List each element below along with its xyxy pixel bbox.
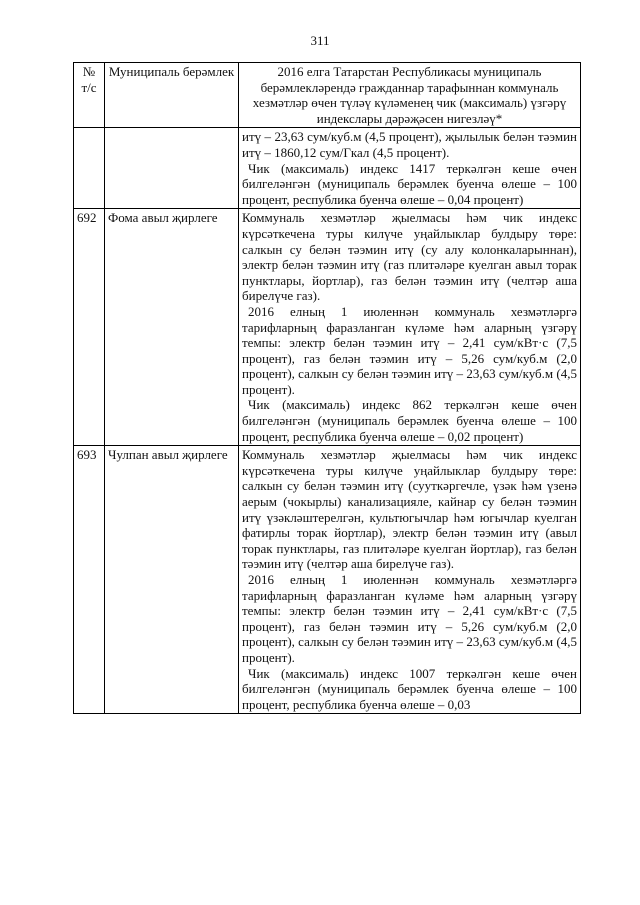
tariff-table	[73, 62, 581, 714]
header-municipality: Муниципаль берәмлек	[105, 63, 239, 128]
row-municipality: Чулпан авыл җирлеге	[105, 446, 239, 714]
table-row	[74, 446, 581, 714]
page-number: 311	[310, 33, 330, 48]
paragraph: 2016 елның 1 июленнән коммуналь хезмәтләргә тарифларның фаразланган күләме һәм аларның үзгәрү темпы: электр белән тәэмин итү – 2,41 сум/кВт·с (7,5 процент), газ белән тәэмин итү – 5,26 сум/куб.м (2,0 процент), салкын су белән тәэмин итү – 23,63 сум/куб.м (4,5 процент).	[242, 572, 577, 665]
paragraph: Чик (максималь) индекс 862 теркәлгән кеше өчен билгеләнгән (муниципаль берәмлек буенча өлеше – 100 процент, республика буенча өлеше – 0,02 процент)	[242, 397, 577, 444]
paragraph: Коммуналь хезмәтләр җыелмасы һәм чик индекс күрсәткечена туры килүче уңайлыклар булдыру төре: салкын су белән тәэмин итү (сууткәргечле, үзәк һәм үзенә аерым (чокырлы) канализацияле, кайнар су белән тәэмин итү үзәкләштерелгән, культюгычлар һәм югычлар куелган фатирлы торак йортлар), электр белән тәэмин итү (авыл торак пунктлары, газ плитәләре куелган йортлар), газ белән тәэмин итү (челтәр аша бирелүче газ).	[242, 447, 577, 572]
table-header-row	[74, 63, 581, 128]
paragraph: Чик (максималь) индекс 1417 теркәлгән кеше өчен билгеләнгән (муниципаль берәмлек буенча өлеше – 100 процент, республика буенча өлеше – 0,04 процент)	[242, 160, 577, 207]
paragraph: Коммуналь хезмәтләр җыелмасы һәм чик индекс күрсәткечена туры килүче уңайлыклар булдыру төре: салкын су белән тәэмин итү (су алу колонкаларыннан), электр белән тәэмин итү (газ плитәләре куелган авыл торак пунктлары, йортлар), газ белән тәэмин итү (челтәр аша бирелүче газ).	[242, 210, 577, 304]
table-row	[74, 209, 581, 446]
paragraph: 2016 елның 1 июленнән коммуналь хезмәтләргә тарифларның фаразланган күләме һәм аларның үзгәрү темпы: электр белән тәэмин итү – 2,41 сум/кВт·с (7,5 процент), газ белән тәэмин итү – 5,26 сум/куб.м (2,0 процент), салкын су белән тәэмин итү – 23,63 сум/куб.м (4,5 процент).	[242, 303, 577, 397]
header-number: № т/с	[74, 63, 105, 128]
row-description	[239, 209, 581, 446]
row-description	[239, 128, 581, 209]
paragraph: итү – 23,63 сум/куб.м (4,5 процент), җылылык белән тәэмин итү – 1860,12 сум/Гкал (4,5 процент).	[242, 129, 577, 160]
row-number	[74, 128, 105, 209]
row-number: 692	[74, 209, 105, 446]
header-description: 2016 елга Татарстан Республикасы муниципаль берәмлекләрендә гражданнар тарафыннан коммуналь хезмәтләр өчен түләү күләменең чик (максималь) үзгәрү индекслары дәрәҗәсен нигезләү*	[239, 63, 581, 128]
paragraph: Чик (максималь) индекс 1007 теркәлгән кеше өчен билгеләнгән (муниципаль берәмлек буенча өлеше – 100 процент, республика буенча өлеше – 0,03	[242, 665, 577, 712]
row-municipality: Фома авыл җирлеге	[105, 209, 239, 446]
row-number: 693	[74, 446, 105, 714]
row-description	[239, 446, 581, 714]
row-municipality	[105, 128, 239, 209]
table-row	[74, 128, 581, 209]
